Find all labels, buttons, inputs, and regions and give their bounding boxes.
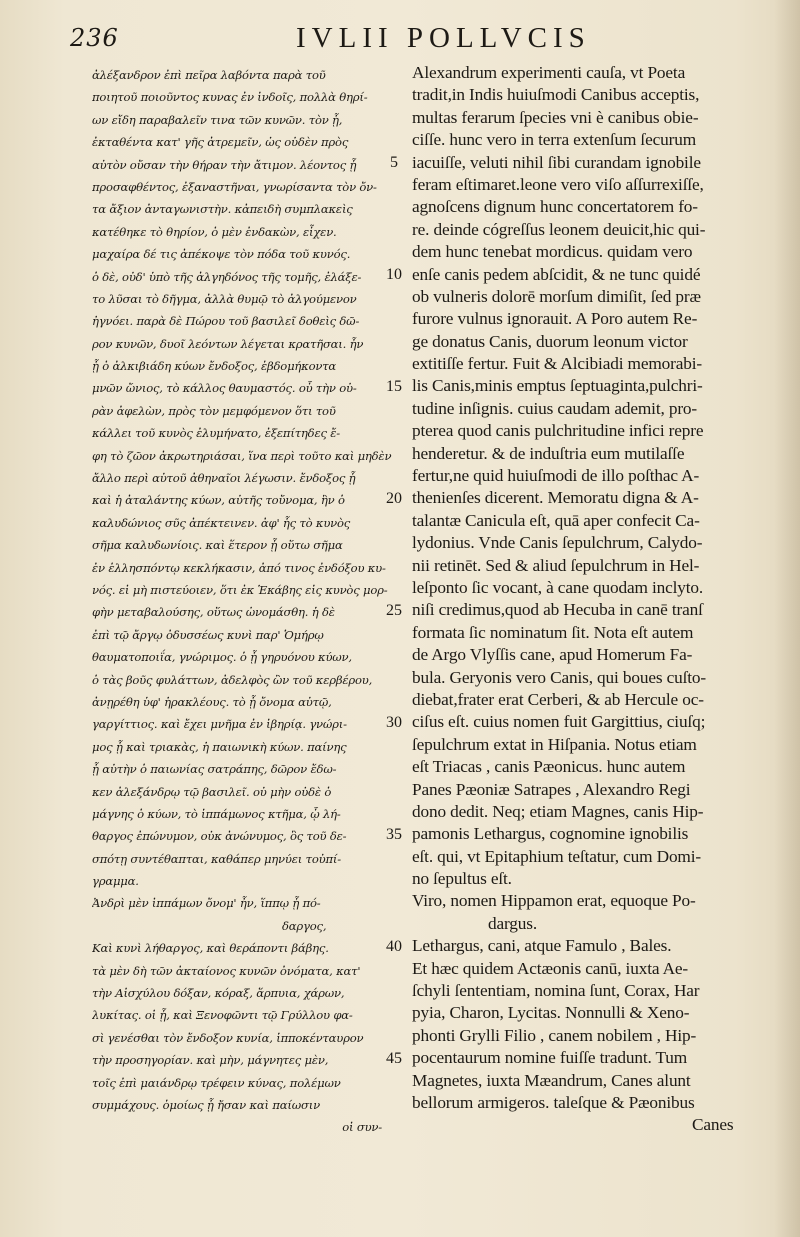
latin-line: Et hæc quidem Actæonis canū, iuxta Ae- — [412, 958, 689, 978]
greek-line: ἐπὶ τῷ ἄργῳ ὀδυσσέως κυνὶ παρ' Ὁμήρῳ — [92, 627, 324, 642]
greek-line: τὰ μὲν δὴ τῶν ἀκταίονος κυνῶν ὀνόματα, κατ' — [92, 963, 361, 978]
line-number: 20 — [386, 489, 402, 507]
greek-line: τὴν προσηγορίαν. καὶ μὴν, μάγνητες μὲν, — [92, 1053, 329, 1068]
latin-line: pterea quod canis pulchritudine infici repre — [412, 421, 704, 441]
latin-line: henderetur. & de induſtria eum mutilaſſe — [412, 443, 685, 463]
latin-line: ge donatus Canis, duorum leonum victor — [412, 331, 688, 351]
greek-line: κατέθηκε τὸ θηρίον, ὁ μὲν ἐνδακὼν, εἶχεν. — [92, 224, 337, 239]
latin-line: eſt Triacas , canis Pæonicus. hunc autem — [412, 757, 686, 777]
greek-line: αὐτὸν οὔσαν τὴν θήραν τὴν ἄτιμον. λέοντος ᾗ — [92, 157, 357, 172]
latin-line: feram eſtimaret.leone vero viſo aſſurrexiſſe, — [412, 174, 704, 194]
greek-line: ἐκταθέντα κατ' γῆς ἀτρεμεῖν, ὡς οὐδὲν πρὸς — [92, 135, 349, 150]
line-number: 35 — [386, 825, 402, 843]
latin-line: lydonius. Vnde Canis ſepulchrum, Calydo- — [412, 533, 703, 553]
page-edge-shadow — [774, 0, 800, 1237]
line-number: 10 — [386, 265, 402, 283]
greek-line: λυκίτας. οἱ ᾗ, καὶ Ξενοφῶντι τῷ Γρύλλου φα- — [92, 1008, 353, 1023]
latin-line: bellorum armigeros. taleſque & Pæonibus — [412, 1092, 695, 1112]
greek-line: γραμμα. — [92, 874, 139, 889]
greek-line: γαργίττιος. καὶ ἔχει μνῆμα ἐν ἰβηρίᾳ. γνώρι- — [92, 717, 347, 732]
latin-line: pocentaurum nomine fuiſſe tradunt. Tum — [412, 1048, 688, 1068]
latin-line: ciſus eſt. cuius nomen fuit Gargittius, ciuſq; — [412, 712, 706, 732]
greek-line: κεν ἀλεξάνδρῳ τῷ βασιλεῖ. οὐ μὴν οὐδὲ ὁ — [92, 784, 332, 799]
greek-line: ᾗ αὐτὴν ὁ παιωνίας σατράπης, δῶρον ἔδω- — [92, 762, 337, 777]
greek-line: οἱ συν- — [342, 1120, 382, 1135]
latin-line: pyia, Charon, Lycitas. Nonnulli & Xeno- — [412, 1003, 690, 1023]
greek-line: καλυδώνιος σῦς ἀπέκτεινεν. ἀφ' ἧς τὸ κυνὸς — [92, 515, 351, 530]
latin-line: tudine inſignis. cuius caudam ademit, pro- — [412, 398, 698, 418]
greek-line: ποιητοῦ ποιοῦντος κυνας ἐν ἰνδοῖς, πολλὰ θηρί- — [92, 90, 368, 105]
greek-line: ἄλλο περὶ αὐτοῦ ἀθηναῖοι λέγωσιν. ἔνδοξος ᾗ — [92, 471, 356, 486]
latin-line: de Argo Vlyſſis cane, apud Homerum Fa- — [412, 645, 693, 665]
greek-line: φη τὸ ζῶον ἀκρωτηριάσαι, ἵνα περὶ τοῦτο καὶ μηδὲν — [92, 448, 392, 463]
latin-line: niſi credimus,quod ab Hecuba in canē tranſ — [412, 600, 703, 620]
latin-line: furore vulnus ignorauit. A Poro autem Re- — [412, 309, 698, 329]
latin-line: Lethargus, cani, atque Famulo , Bales. — [412, 936, 672, 956]
greek-line: θαργος ἐπώνυμον, οὐκ ἀνώνυμος, ὃς τοῦ δε- — [92, 829, 347, 844]
latin-line: fertur,ne quid huiuſmodi de illo poſthac A- — [412, 466, 700, 486]
latin-line: Viro, nomen Hippamon erat, equoque Po- — [412, 891, 696, 911]
greek-line: σὶ γενέσθαι τὸν ἔνδοξον κυνία, ἱπποκένταυρον — [92, 1030, 364, 1045]
greek-line: μνῶν ὤνιος, τὸ κάλλος θαυμαστός. οὗ τὴν οὐ- — [92, 381, 357, 396]
greek-text-column — [92, 64, 392, 1139]
line-number: 40 — [386, 937, 402, 955]
greek-line: ἐν ἑλλησπόντῳ κεκλήκασιν, ἀπό τινος ἐνδόξου κυ- — [92, 560, 386, 575]
greek-line: σπότῃ συντέθαπται, καθάπερ μηνύει τοὐπί- — [92, 851, 341, 866]
latin-line: thenienſes dicerent. Memoratu digna & A- — [412, 488, 699, 508]
latin-line: dono dedit. Neq; etiam Magnes, canis Hip- — [412, 801, 704, 821]
greek-line: Καὶ κυνὶ λήθαργος, καὶ θεράποντι βάβης. — [92, 941, 329, 956]
line-number: 30 — [386, 713, 402, 731]
latin-line: formata ſic nominatum ſit. Nota eſt autem — [412, 622, 694, 642]
latin-line: Canes — [692, 1115, 734, 1135]
greek-line: ρὰν ἀφελὼν, πρὸς τὸν μεμφόμενον ὅτι τοῦ — [92, 403, 336, 418]
latin-line: tradit,in Indis huiuſmodi Canibus acceptis, — [412, 85, 700, 105]
greek-line: ᾗ ὁ ἀλκιβιάδη κύων ἔνδοξος, ἑβδομήκοντα — [92, 359, 337, 374]
latin-line: pamonis Lethargus, cognomine ignobilis — [412, 824, 689, 844]
greek-line: ἠγνόει. παρὰ δὲ Πώρου τοῦ βασιλεῖ δοθεὶς δῶ- — [92, 314, 360, 329]
greek-line: δαργος, — [282, 918, 327, 933]
latin-line: extitiſſe fertur. Fuit & Alcibiadi memorabi- — [412, 354, 702, 374]
latin-line: phonti Grylli Filio , canem nobilem , Hip- — [412, 1025, 697, 1045]
latin-line: nii retinēt. Sed & aliud ſepulchrum in Hel- — [412, 555, 700, 575]
latin-line: diebat,frater erat Cerberi, & ab Hercule oc- — [412, 689, 704, 709]
latin-line: ob vulneris dolorē morſum dimiſit, ſed præ — [412, 286, 701, 306]
greek-line: φὴν μεταβαλούσης, οὕτως ὠνομάσθη. ἡ δὲ — [92, 605, 335, 620]
line-number: 25 — [386, 601, 402, 619]
greek-line: σῆμα καλυδωνίοις. καὶ ἕτερον ᾗ οὕτω σῆμα — [92, 538, 343, 553]
greek-line: Ἀνδρὶ μὲν ἱππάμων ὄνομ' ἦν, ἵππῳ ᾗ πό- — [92, 896, 321, 911]
greek-line: μος ᾗ καὶ τριακὰς, ἡ παιωνικὴ κύων. παίνης — [92, 739, 347, 754]
greek-line: ων εἴδη παραβαλεῖν τινα τῶν κυνῶν. τὸν ᾗ, — [92, 112, 343, 127]
greek-line: μάγνης ὁ κύων, τὸ ἱππάμωνος κτῆμα, ᾧ λή- — [92, 806, 341, 821]
greek-line: ρον κυνῶν, δυοῖ λεόντων λέγεται κρατῆσαι. ἦν — [92, 336, 364, 351]
latin-line: leſponto ſic vocant, à cane quodam inclyto. — [412, 577, 704, 597]
running-head: IVLII POLLVCIS — [296, 22, 591, 54]
latin-line: no ſepultus eſt. — [412, 869, 512, 889]
line-number: 5 — [390, 153, 398, 171]
page-header — [0, 18, 800, 58]
latin-line: re. deinde cógreſſus leonem deuicit,hic qui- — [412, 219, 706, 239]
greek-line: ἀνῃρέθη ὑφ' ἡρακλέους. τὸ ᾗ ὄνομα αὐτῷ, — [92, 694, 332, 709]
latin-line: ciſſe. hunc vero in terra extenſum ſecurum — [412, 130, 697, 150]
greek-line: τοῖς ἐπὶ μαιάνδρῳ τρέφειν κύνας, πολέμων — [92, 1075, 341, 1090]
latin-text-column — [412, 62, 777, 1137]
latin-line: enſe canis pedem abſcidit, & ne tunc quidé — [412, 264, 701, 284]
latin-line: bula. Geryonis vero Canis, qui boues cuſto- — [412, 667, 706, 687]
greek-line: ὁ τὰς βοῦς φυλάττων, ἀδελφὸς ὢν τοῦ κερβέρου, — [92, 672, 373, 687]
greek-line: προσαφθέντος, ἐξαναστῆναι, γνωρίσαντα τὸν ὄν- — [92, 179, 377, 194]
latin-line: dem hunc tenebat mordicus. quidam vero — [412, 242, 693, 262]
greek-line: τα ἄξιον ἀνταγωνιστὴν. κἀπειδὴ συμπλακεὶς — [92, 202, 353, 217]
latin-line: talantæ Canicula eſt, quā aper confecit Ca- — [412, 510, 700, 530]
latin-line: agnoſcens dignum hunc concertatorem fo- — [412, 197, 698, 217]
latin-line: eſt. qui, vt Epitaphium teſtatur, cum Domi- — [412, 846, 701, 866]
greek-line: κάλλει τοῦ κυνὸς ἐλυμήνατο, ἐξεπίτηδες ἔ- — [92, 426, 340, 441]
greek-line: μαχαίρα δέ τις ἀπέκοψε τὸν πόδα τοῦ κυνός. — [92, 247, 351, 262]
line-number: 15 — [386, 377, 402, 395]
page-number: 236 — [70, 24, 119, 52]
latin-line: Magnetes, iuxta Mæandrum, Canes alunt — [412, 1070, 691, 1090]
greek-line: ὁ δὲ, οὐδ' ὑπὸ τῆς ἀλγηδόνος τῆς τομῆς, ἐλάξε- — [92, 269, 362, 284]
greek-line: νός. εἰ μὴ πιστεύοιεν, ὅτι ἐκ Ἑκάβης εἰς κυνὸς μορ- — [92, 582, 388, 597]
latin-line: Alexandrum experimenti cauſa, vt Poeta — [412, 63, 686, 82]
latin-line: multas ferarum ſpecies vni è canibus obie- — [412, 107, 699, 127]
latin-line: lis Canis,minis emptus ſeptuaginta,pulchri- — [412, 376, 703, 396]
line-number: 45 — [386, 1049, 402, 1067]
greek-line: συμμάχους. ὁμοίως ᾗ ἤσαν καὶ παίωσιν — [92, 1097, 320, 1112]
latin-line: ſepulchrum extat in Hiſpania. Notus etiam — [412, 734, 697, 754]
greek-line: θαυματοποιΐα, γνώριμος. ὁ ᾗ γηρυόνου κύων, — [92, 650, 352, 665]
latin-line: Panes Pæoniæ Satrapes , Alexandro Regi — [412, 779, 691, 799]
latin-line: iacuiſſe, veluti nihil ſibi curandam ignobile — [412, 152, 701, 172]
greek-line: καὶ ἡ ἀταλάντης κύων, αὐτῆς τοὔνομα, ἣν ὁ — [92, 493, 345, 508]
latin-line: dargus. — [488, 913, 538, 933]
greek-line: τὴν Αἰσχύλου δόξαν, κόραξ, ἅρπυια, χάρων, — [92, 986, 345, 1001]
greek-line: ἀλέξανδρον ἐπὶ πεῖρα λαβόντα παρὰ τοῦ — [92, 68, 326, 82]
latin-line: ſchyli ſententiam, nomina ſunt, Corax, Har — [412, 981, 700, 1001]
greek-line: το λῦσαι τὸ δῆγμα, ἀλλὰ θυμῷ τὸ ἀλγούμενον — [92, 291, 357, 306]
